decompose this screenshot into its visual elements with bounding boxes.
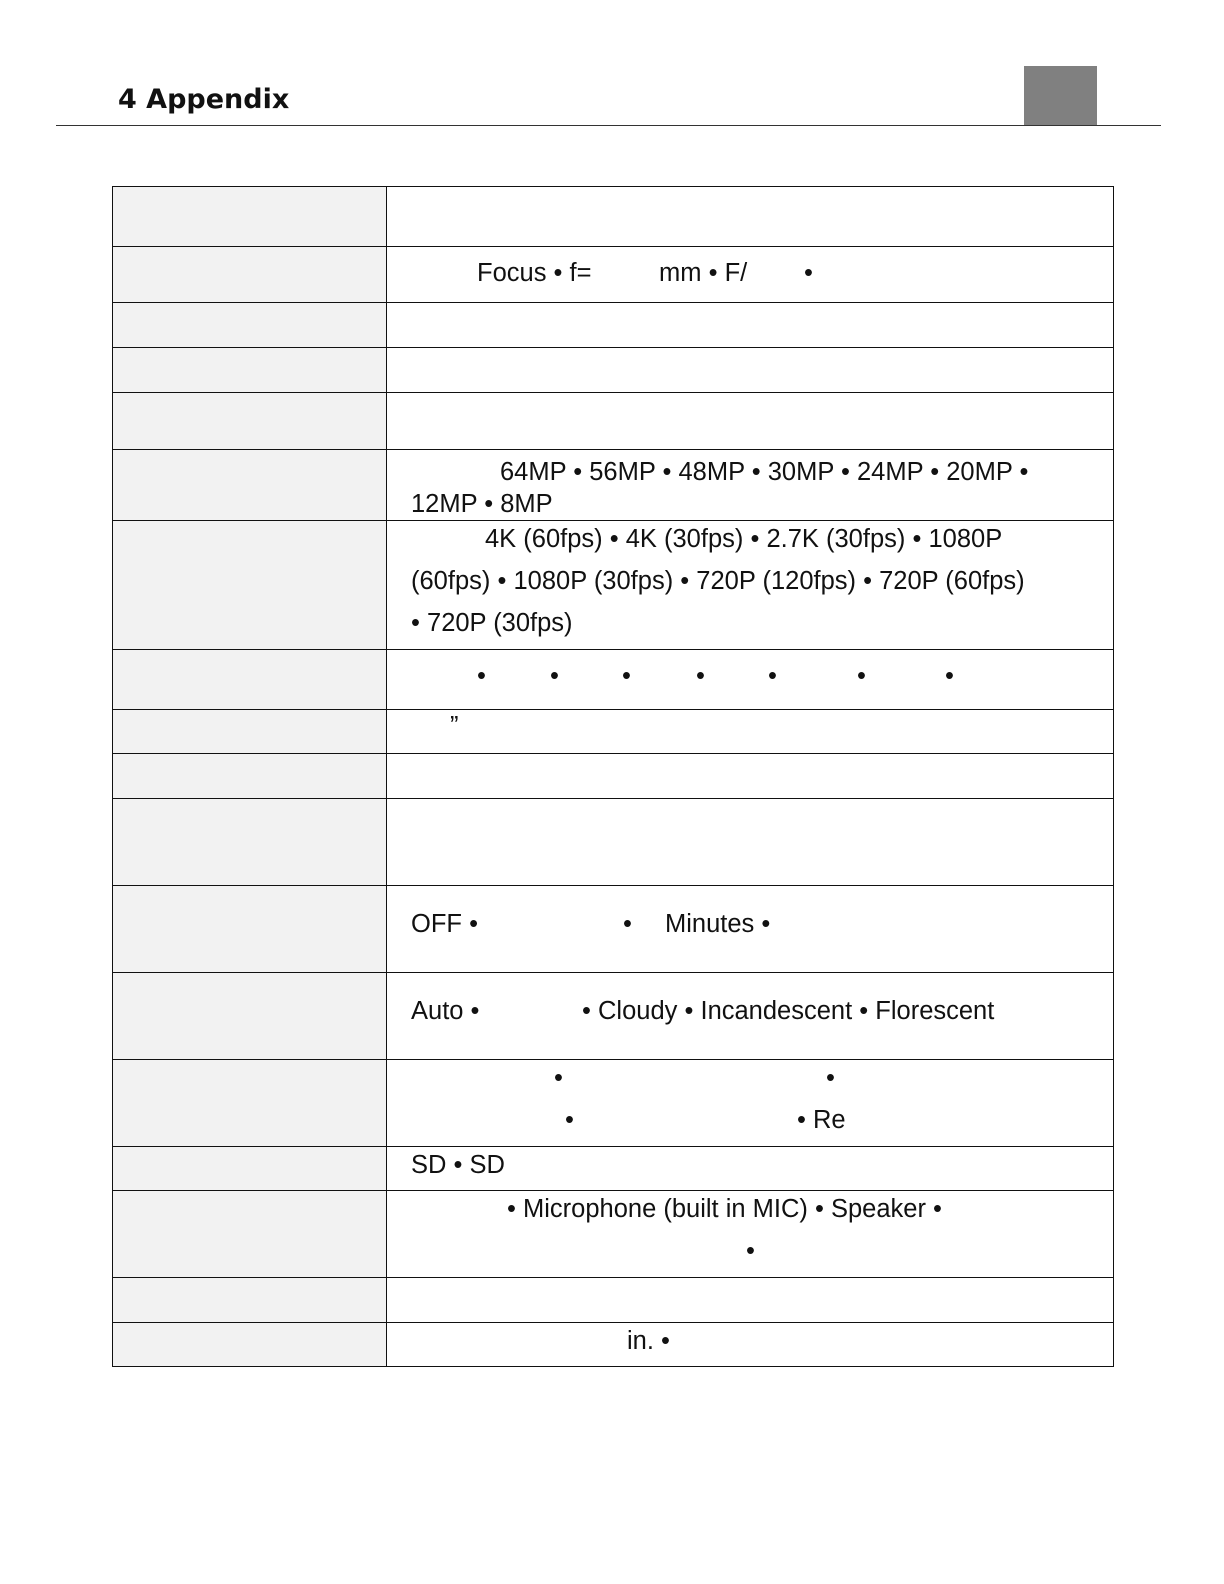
- spec-label-cell: [113, 1278, 387, 1323]
- spec-row: [113, 710, 1114, 754]
- spec-row: [113, 1147, 1114, 1191]
- spec-value-text: • 720P (30fps): [411, 609, 573, 637]
- spec-value-text: •: [857, 662, 866, 690]
- spec-label-cell: [113, 450, 387, 521]
- spec-value-text: •: [550, 662, 559, 690]
- spec-row: [113, 393, 1114, 450]
- spec-value-text: • Re: [797, 1106, 846, 1134]
- spec-value-cell: [387, 1191, 1114, 1278]
- header-gray-block: [1024, 66, 1097, 125]
- spec-value-cell: [387, 973, 1114, 1060]
- spec-value-text: 12MP • 8MP: [411, 490, 553, 518]
- specifications-table: [112, 186, 1114, 1367]
- page-header: [56, 60, 1161, 126]
- spec-row: [113, 450, 1114, 521]
- spec-value-text: 4K (60fps) • 4K (30fps) • 2.7K (30fps) • 1080P: [485, 525, 1003, 553]
- spec-value-cell: [387, 521, 1114, 650]
- spec-value-text: •: [826, 1064, 835, 1092]
- spec-value-cell: [387, 348, 1114, 393]
- spec-value-text: mm • F/: [659, 259, 748, 287]
- spec-row: [113, 754, 1114, 799]
- spec-value-text: (60fps) • 1080P (30fps) • 720P (120fps) • 720P (60fps): [411, 567, 1025, 595]
- spec-row: [113, 1323, 1114, 1367]
- spec-label-cell: [113, 1191, 387, 1278]
- spec-value-text: •: [804, 259, 813, 287]
- spec-value-text: Minutes •: [665, 910, 771, 938]
- spec-row: [113, 521, 1114, 650]
- spec-row: [113, 650, 1114, 710]
- spec-value-text: •: [477, 662, 486, 690]
- spec-value-cell: [387, 1147, 1114, 1191]
- spec-value-text: •: [622, 662, 631, 690]
- spec-value-cell: [387, 393, 1114, 450]
- spec-value-cell: [387, 799, 1114, 886]
- spec-label-cell: [113, 187, 387, 247]
- section-title: 4 Appendix: [118, 84, 290, 115]
- spec-value-text: •: [565, 1106, 574, 1134]
- spec-label-cell: [113, 393, 387, 450]
- spec-label-cell: [113, 754, 387, 799]
- spec-value-cell: [387, 886, 1114, 973]
- spec-label-cell: [113, 650, 387, 710]
- spec-value-text: •: [696, 662, 705, 690]
- spec-value-text: Auto •: [411, 997, 480, 1025]
- spec-value-text: ”: [450, 712, 459, 740]
- spec-label-cell: [113, 247, 387, 303]
- spec-value-cell: [387, 1323, 1114, 1367]
- spec-value-text: OFF •: [411, 910, 478, 938]
- spec-label-cell: [113, 799, 387, 886]
- spec-value-text: •: [746, 1237, 755, 1265]
- spec-value-text: Focus • f=: [477, 259, 592, 287]
- spec-row: [113, 1278, 1114, 1323]
- spec-value-text: •: [623, 910, 632, 938]
- spec-label-cell: [113, 348, 387, 393]
- spec-label-cell: [113, 973, 387, 1060]
- spec-row: [113, 247, 1114, 303]
- spec-row: [113, 799, 1114, 886]
- spec-value-text: 64MP • 56MP • 48MP • 30MP • 24MP • 20MP •: [500, 458, 1029, 486]
- spec-value-cell: [387, 450, 1114, 521]
- spec-value-cell: [387, 247, 1114, 303]
- spec-label-cell: [113, 710, 387, 754]
- spec-value-text: in. •: [627, 1327, 670, 1355]
- spec-value-text: •: [554, 1064, 563, 1092]
- spec-value-text: •: [945, 662, 954, 690]
- spec-value-text: SD • SD: [411, 1151, 505, 1179]
- spec-label-cell: [113, 521, 387, 650]
- spec-label-cell: [113, 1323, 387, 1367]
- spec-label-cell: [113, 1060, 387, 1147]
- spec-value-text: • Cloudy • Incandescent • Florescent: [582, 997, 995, 1025]
- spec-label-cell: [113, 1147, 387, 1191]
- spec-row: [113, 973, 1114, 1060]
- spec-row: [113, 886, 1114, 973]
- spec-value-cell: [387, 1278, 1114, 1323]
- spec-row: [113, 303, 1114, 348]
- spec-label-cell: [113, 303, 387, 348]
- spec-value-cell: [387, 187, 1114, 247]
- spec-label-cell: [113, 886, 387, 973]
- spec-row: [113, 348, 1114, 393]
- spec-row: [113, 1191, 1114, 1278]
- spec-value-cell: [387, 303, 1114, 348]
- spec-value-text: • Microphone (built in MIC) • Speaker •: [507, 1195, 942, 1223]
- spec-row: [113, 1060, 1114, 1147]
- spec-value-cell: [387, 710, 1114, 754]
- spec-row: [113, 187, 1114, 247]
- spec-value-cell: [387, 650, 1114, 710]
- spec-value-cell: [387, 1060, 1114, 1147]
- spec-value-text: •: [768, 662, 777, 690]
- spec-value-cell: [387, 754, 1114, 799]
